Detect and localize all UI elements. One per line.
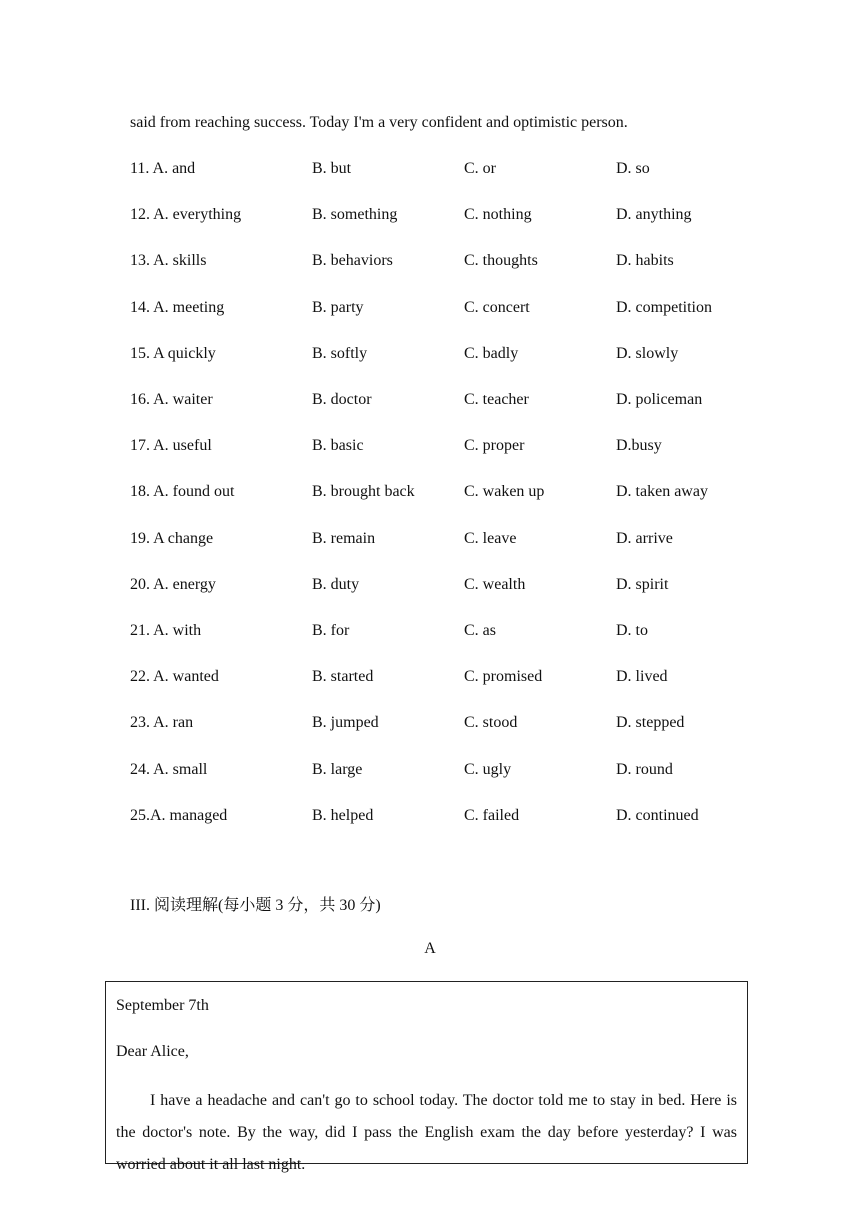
option-b: B. but xyxy=(312,160,352,177)
option-b: B. softly xyxy=(312,344,368,362)
option-d: D. so xyxy=(616,160,650,177)
letter-box xyxy=(105,981,748,1173)
option-c: C. waken up xyxy=(464,483,545,501)
option-d: D.busy xyxy=(616,437,662,455)
option-b: B. behaviors xyxy=(312,252,393,270)
letter-date: September 7th xyxy=(116,997,209,1014)
option-c: C. ugly xyxy=(464,760,512,778)
option-a: 20. A. energy xyxy=(130,575,216,593)
option-a: 11. A. and xyxy=(130,160,196,177)
option-d: D. anything xyxy=(616,206,692,224)
option-a: 14. A. meeting xyxy=(130,298,225,316)
option-c: C. badly xyxy=(464,344,519,362)
option-b: B. for xyxy=(312,622,350,639)
option-d: D. taken away xyxy=(616,483,708,501)
option-a: 24. A. small xyxy=(130,760,208,778)
option-a: 12. A. everything xyxy=(130,206,242,224)
option-b: B. remain xyxy=(312,529,376,547)
option-b: B. started xyxy=(312,668,374,686)
option-c: C. wealth xyxy=(464,575,526,593)
passage-label: A xyxy=(424,940,436,957)
question-row xyxy=(0,252,860,276)
option-a: 13. A. skills xyxy=(130,252,207,270)
question-row xyxy=(0,714,860,738)
option-c: C. thoughts xyxy=(464,252,538,270)
option-a: 18. A. found out xyxy=(130,483,235,501)
option-a: 23. A. ran xyxy=(130,714,194,732)
question-row xyxy=(0,299,860,323)
question-row xyxy=(0,345,860,369)
letter-body: I have a headache and can't go to school today. The doctor told me to stay in bed. Here is the doctor's note. By the way, did I pass the English exam the day before yesterday? I was worried about it all last night. xyxy=(116,1092,737,1173)
option-c: C. or xyxy=(464,160,496,177)
option-d: D. spirit xyxy=(616,575,669,593)
question-row xyxy=(0,668,860,692)
option-a: 15. A quickly xyxy=(130,344,216,362)
option-d: D. continued xyxy=(616,806,699,824)
option-c: C. failed xyxy=(464,806,520,824)
option-c: C. as xyxy=(464,622,496,639)
option-b: B. duty xyxy=(312,575,360,593)
option-a: 21. A. with xyxy=(130,622,202,639)
letter-greeting: Dear Alice, xyxy=(116,1043,189,1060)
question-row xyxy=(0,437,860,461)
question-row xyxy=(0,530,860,554)
option-d: D. to xyxy=(616,622,648,639)
option-c: C. concert xyxy=(464,298,530,316)
question-row xyxy=(0,391,860,415)
option-c: C. proper xyxy=(464,437,525,455)
option-d: D. stepped xyxy=(616,714,685,732)
option-d: D. round xyxy=(616,760,673,778)
section-heading: III. 阅读理解(每小题 3 分，共 30 分) xyxy=(130,897,381,914)
question-row xyxy=(0,807,860,831)
option-b: B. basic xyxy=(312,437,364,455)
option-c: C. nothing xyxy=(464,206,532,224)
question-row xyxy=(0,761,860,785)
option-c: C. promised xyxy=(464,668,543,686)
option-c: C. teacher xyxy=(464,391,529,408)
option-c: C. stood xyxy=(464,714,518,732)
option-a: 22. A. wanted xyxy=(130,668,219,686)
question-row xyxy=(0,576,860,600)
question-row xyxy=(0,622,860,646)
option-b: B. something xyxy=(312,206,398,224)
option-c: C. leave xyxy=(464,529,517,547)
option-d: D. policeman xyxy=(616,391,703,408)
option-d: D. habits xyxy=(616,252,674,270)
option-b: B. brought back xyxy=(312,483,415,501)
option-b: B. helped xyxy=(312,806,374,824)
option-a: 19. A change xyxy=(130,529,214,547)
option-b: B. large xyxy=(312,760,363,778)
option-a: 25.A. managed xyxy=(130,806,228,824)
question-row xyxy=(0,160,860,184)
question-row xyxy=(0,483,860,507)
option-a: 16. A. waiter xyxy=(130,391,213,408)
option-d: D. arrive xyxy=(616,529,673,547)
question-row xyxy=(0,206,860,230)
option-b: B. doctor xyxy=(312,391,372,408)
option-b: B. jumped xyxy=(312,714,379,732)
option-d: D. competition xyxy=(616,298,712,316)
option-d: D. lived xyxy=(616,668,668,686)
intro-line: said from reaching success. Today I'm a very confident and optimistic person. xyxy=(130,114,628,131)
option-d: D. slowly xyxy=(616,344,679,362)
option-b: B. party xyxy=(312,298,364,316)
option-a: 17. A. useful xyxy=(130,437,212,455)
